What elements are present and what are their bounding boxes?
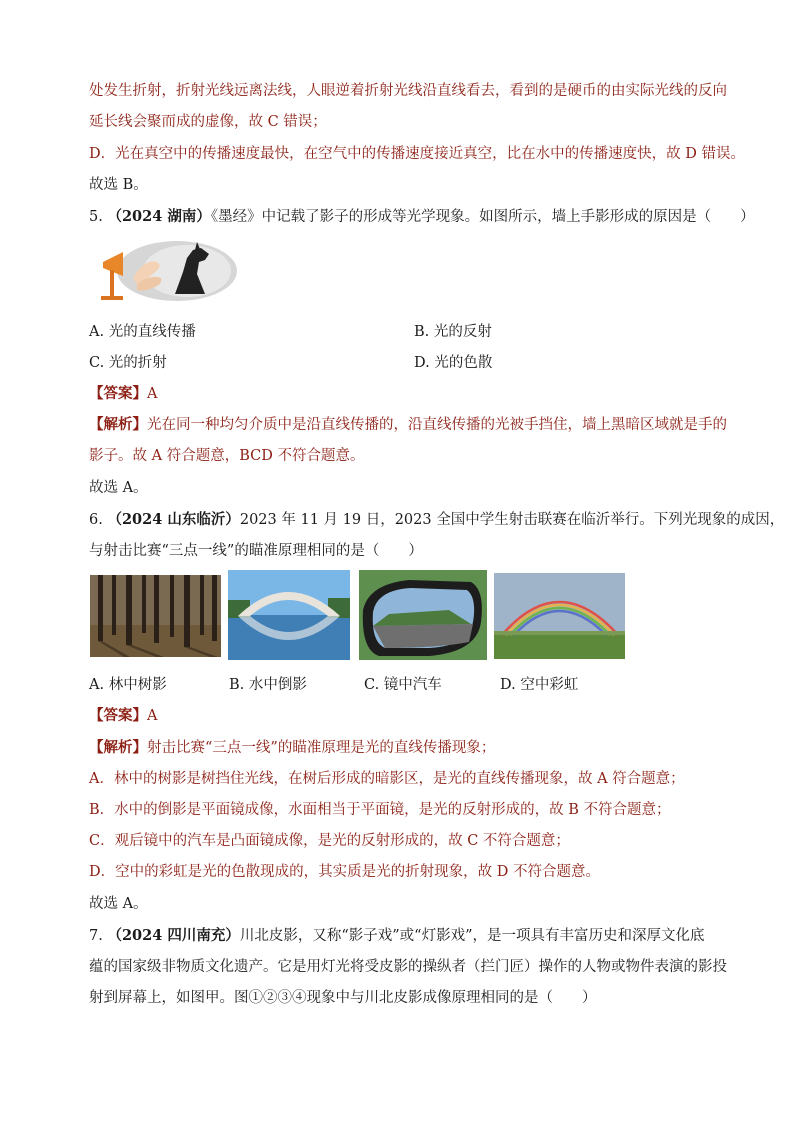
q6-option-a: A. 林中树影 xyxy=(89,677,167,693)
q6-analysis-intro: 【解析】射击比赛“三点一线”的瞄准原理是光的直线传播现象； xyxy=(89,739,496,756)
q5-text: 《墨经》中记载了影子的形成等光学现象。如图所示，墙上手影形成的原因是（ ） xyxy=(210,209,755,225)
rainbow-image xyxy=(494,573,625,659)
q6-analysis-b: B．水中的倒影是平面镜成像，水面相当于平面镜，是光的反射形成的，故 B 不符合题意； xyxy=(89,802,671,818)
q6-stem-line-2: 与射击比赛“三点一线”的瞄准原理相同的是（ ） xyxy=(89,543,423,559)
hand-shadow-image xyxy=(97,238,239,304)
q6-analysis-a: A．林中的树影是树挡住光线，在树后形成的暗影区，是光的直线传播现象，故 A 符合题意； xyxy=(89,771,685,787)
q7-stem-line-3: 射到屏幕上，如图甲。图①②③④现象中与川北皮影成像原理相同的是（ ） xyxy=(89,990,597,1006)
q5-option-c: C. 光的折射 xyxy=(89,355,167,371)
q5-option-a: A. 光的直线传播 xyxy=(89,324,196,340)
q5-stem xyxy=(89,206,755,228)
q6-conclusion: 故选 A。 xyxy=(89,896,148,912)
q6-option-b: B. 水中倒影 xyxy=(229,677,307,693)
prev-solution-conclusion: 故选 B。 xyxy=(89,177,148,193)
q5-analysis-line-1: 【解析】光在同一种均匀介质中是沿直线传播的，沿直线传播的光被手挡住，墙上黑暗区域就是手的 xyxy=(89,416,727,433)
forest-shadow-image xyxy=(90,575,221,657)
q7-stem-line-1: 7. （2024 四川南充）川北皮影，又称“影子戏”或“灯影戏”，是一项具有丰富历史和深厚文化底 xyxy=(89,927,705,944)
q5-source: （2024 湖南） xyxy=(107,208,211,225)
prev-solution-line-3: D．光在真空中的传播速度最快，在空气中的传播速度接近真空，比在水中的传播速度快，故 D 错误。 xyxy=(89,146,745,162)
bridge-reflection-image xyxy=(228,570,350,660)
q5-number: 5. xyxy=(89,209,103,225)
q7-stem-line-2: 蕴的国家级非物质文化遗产。它是用灯光将受皮影的操纵者（拦门匠）操作的人物或物件表演的影投 xyxy=(89,959,727,975)
q5-option-b: B. 光的反射 xyxy=(414,324,492,340)
q6-option-d: D. 空中彩虹 xyxy=(500,677,579,693)
prev-solution-line-1: 处发生折射，折射光线远离法线，人眼逆着折射光线沿直线看去，看到的是硬币的由实际光线的反向 xyxy=(89,83,727,99)
prev-solution-line-2: 延长线会聚而成的虚像，故 C 错误； xyxy=(89,114,327,130)
q5-conclusion: 故选 A。 xyxy=(89,480,148,496)
q5-answer: 【答案】A xyxy=(89,385,158,402)
q6-stem-line-1: 6. （2024 山东临沂）2023 年 11 月 19 日，2023 全国中学生射击联赛在临沂举行。下列光现象的成因， xyxy=(89,511,785,528)
q6-analysis-d: D．空中的彩虹是光的色散现成的，其实质是光的折射现象，故 D 不符合题意。 xyxy=(89,864,600,880)
q6-option-c: C. 镜中汽车 xyxy=(364,677,442,693)
car-mirror-image xyxy=(359,570,487,660)
q6-analysis-c: C．观后镜中的汽车是凸面镜成像，是光的反射形成的，故 C 不符合题意； xyxy=(89,833,570,849)
q6-answer: 【答案】A xyxy=(89,707,158,724)
q5-analysis-line-2: 影子。故 A 符合题意，BCD 不符合题意。 xyxy=(89,448,365,464)
q5-option-d: D. 光的色散 xyxy=(414,355,493,371)
